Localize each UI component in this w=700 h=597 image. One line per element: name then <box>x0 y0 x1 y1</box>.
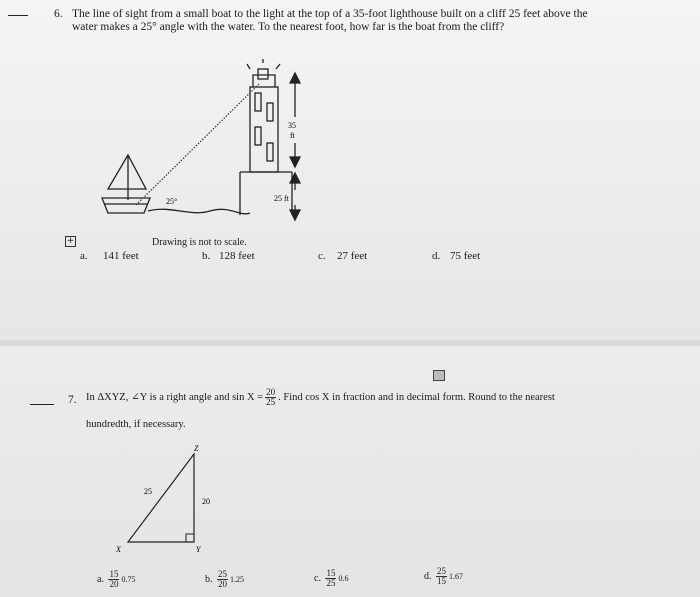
fig-angle-label: 25° <box>166 197 178 206</box>
q6-number: 6. <box>54 8 63 20</box>
q7-choice-d-num: 25 <box>437 566 446 576</box>
q7-text-line1 <box>86 388 555 407</box>
lighthouse-icon <box>247 59 280 172</box>
fig-35-label: 35 <box>288 121 296 130</box>
q7-number: 7. <box>68 394 77 406</box>
paper-icon <box>433 370 445 381</box>
q7-choice-c-letter: c. <box>314 572 321 584</box>
question-7-panel <box>0 346 700 597</box>
q6-choice-b-letter: b. <box>202 250 211 262</box>
q7-choice-c-decimal: 0.6 <box>338 573 349 583</box>
q7-choice-d[interactable] <box>424 567 463 586</box>
tri-x-label: X <box>116 545 121 554</box>
q6-choice-b[interactable]: 128 feet <box>219 250 255 262</box>
q7-text-line2: hundredth, if necessary. <box>86 419 186 430</box>
q6-note: Drawing is not to scale. <box>152 237 247 248</box>
q7-choice-c-fraction <box>325 569 336 588</box>
tri-y-label: Y <box>196 545 201 554</box>
q7-sin-fraction <box>265 388 276 407</box>
boat-icon <box>102 155 150 213</box>
expand-plus-icon[interactable]: + <box>66 236 75 246</box>
fig-ft-label: ft <box>290 131 295 140</box>
q6-choice-d-letter: d. <box>432 250 441 262</box>
fig-25ft-label: 25 ft <box>274 194 289 203</box>
tri-z-label: Z <box>194 444 199 453</box>
q6-choice-c[interactable]: 27 feet <box>337 250 368 262</box>
q7-choice-d-fraction <box>436 567 447 586</box>
q7-choice-c-num: 15 <box>326 568 336 578</box>
q6-text-line2: water makes a 25° angle with the water. To the nearest foot, how far is the boat from the cliff? <box>72 21 505 33</box>
q7-choice-d-decimal: 1.67 <box>449 571 463 581</box>
q7-choice-a-letter: a. <box>97 573 104 585</box>
q7-answer-blank[interactable] <box>30 404 54 405</box>
q6-choice-a[interactable]: 141 feet <box>103 250 139 262</box>
q7-choice-b-letter: b. <box>205 573 213 585</box>
q7-choice-a[interactable] <box>97 570 135 589</box>
q7-choice-c[interactable] <box>314 569 348 588</box>
q7-choice-a-den: 20 <box>109 579 119 589</box>
q7-choice-b-den: 20 <box>218 579 227 589</box>
q6-text-line1: The line of sight from a small boat to the light at the top of a 35-foot lighthouse built on a cliff 25 feet above the <box>72 8 588 20</box>
q7-sin-den: 25 <box>266 397 276 407</box>
q7-choice-b[interactable] <box>205 570 244 589</box>
q6-answer-blank[interactable] <box>8 15 28 16</box>
q7-choice-c-den: 25 <box>326 578 336 588</box>
q7-choice-b-num: 25 <box>218 569 227 579</box>
triangle-figure <box>110 442 220 562</box>
q7-choice-d-den: 15 <box>437 576 446 586</box>
lighthouse-figure <box>90 55 330 235</box>
q7-text-b: . Find cos X in fraction and in decimal form. Round to the nearest <box>278 391 555 403</box>
q7-choice-b-decimal: 1.25 <box>230 574 244 584</box>
q6-choice-d[interactable]: 75 feet <box>450 250 481 262</box>
q7-choice-a-fraction <box>108 570 119 589</box>
q7-choice-a-num: 15 <box>109 569 119 579</box>
tri-leg-label: 20 <box>202 497 210 506</box>
q6-choice-a-letter: a. <box>80 250 88 262</box>
q7-text-a: In ΔXYZ, ∠Y is a right angle and sin X = <box>86 391 264 403</box>
q6-choice-c-letter: c. <box>318 250 326 262</box>
tri-hyp-label: 25 <box>144 487 152 496</box>
q7-choice-b-fraction <box>217 570 228 589</box>
q7-sin-num: 20 <box>266 387 276 397</box>
q7-choice-d-letter: d. <box>424 570 432 582</box>
q7-choice-a-decimal: 0.75 <box>121 574 136 584</box>
